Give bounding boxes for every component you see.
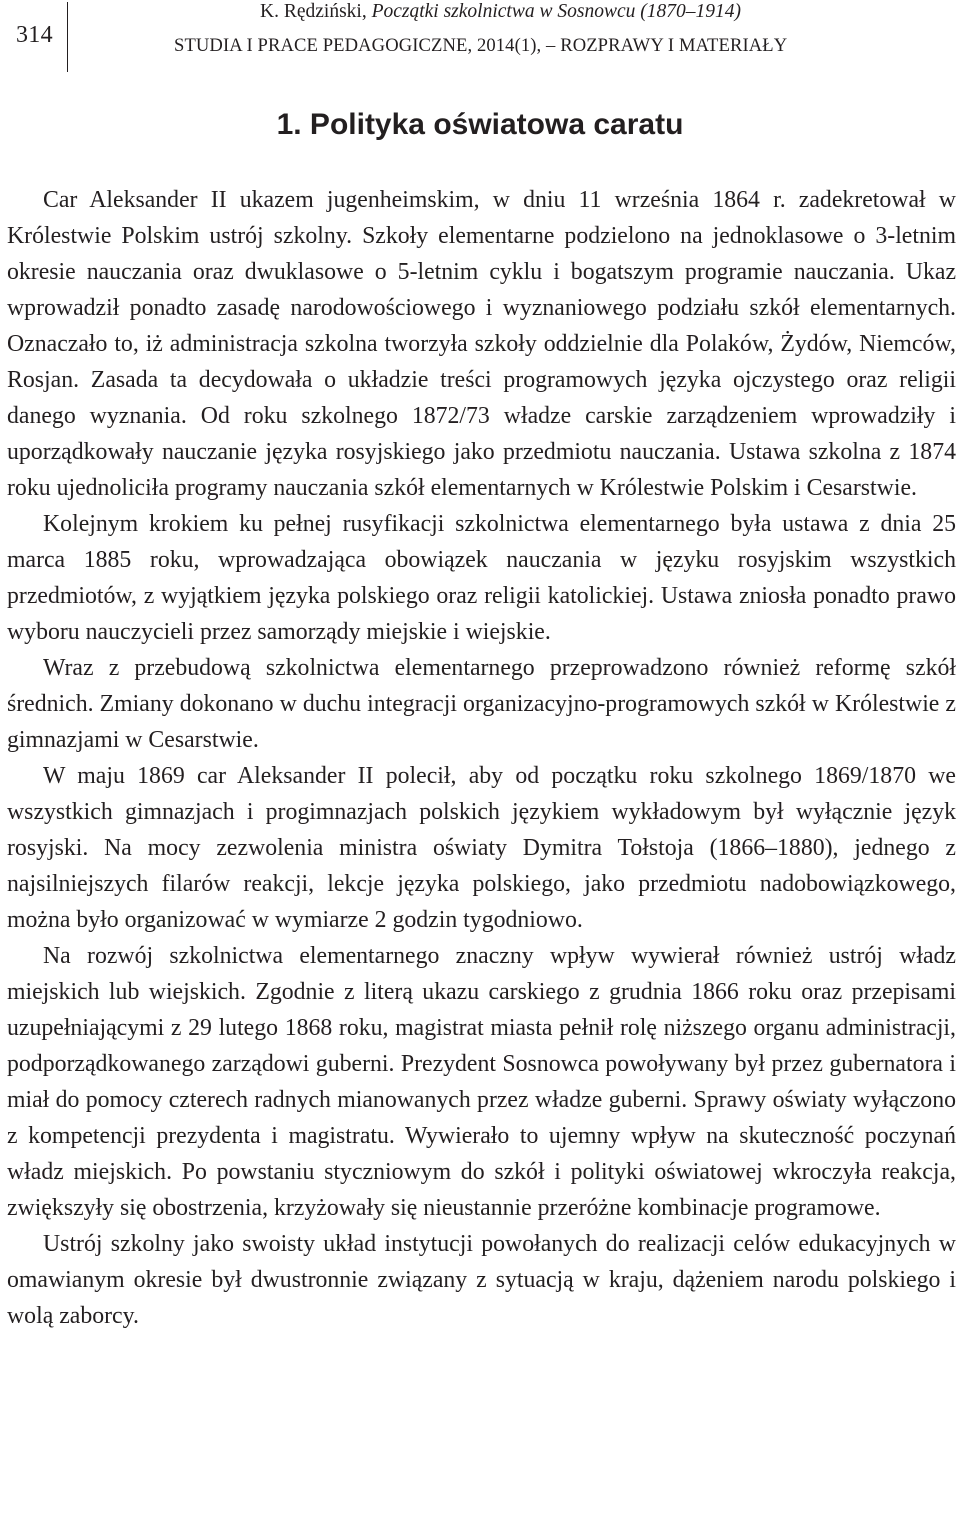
running-head-author: K. Rędziński, [260,1,372,22]
running-head-citation [260,1,741,23]
running-head-journal: STUDIA I PRACE PEDAGOGICZNE, 2014(1), – ROZPRAWY I MATERIAŁY [174,35,788,56]
header-divider [67,2,68,72]
paragraph: Car Aleksander II ukazem jugenheimskim, w dniu 11 września 1864 r. zadekretował w Królestwie Polskim ustrój szkolny. Szkoły elementarne podzielono na jednoklasowe o 3-letnim okresie nauczania oraz dwuklasowe o 5-letnim cyklu i bogatszym programie nauczania. Ukaz wprowadził ponadto zasadę narodowościowego i wyznaniowego podziału szkół elementarnych. Oznaczało to, iż administracja szkolna tworzyła szkoły oddzielnie dla Polaków, Żydów, Niemców, Rosjan. Zasada ta decydowała o układzie treści programowych języka ojczystego oraz religii danego wyznania. Od roku szkolnego 1872/73 władze carskie zarządzeniem wprowadziły i uporządkowały nauczanie języka rosyjskiego jako przedmiotu nauczania. Ustawa szkolna z 1874 roku ujednoliciła programy nauczania szkół elementarnych w Królestwie Polskim i Cesarstwie. [7,187,956,501]
section-title: 1. Polityka oświatowa caratu [276,108,684,141]
running-head-article-title: Początki szkolnictwa w Sosnowcu (1870–1914) [371,1,741,22]
paragraph: Kolejnym krokiem ku pełnej rusyfikacji szkolnictwa elementarnego była ustawa z dnia 25 marca 1885 roku, wprowadzająca obowiązek nauczania w języku rosyjskim wszystkich przedmiotów, z wyjątkiem języka polskiego oraz religii katolickiej. Ustawa zniosła ponadto prawo wyboru nauczycieli przez samorządy miejskie i wiejskie. [7,511,956,645]
body-text [7,182,956,1334]
running-header [0,0,960,80]
paragraph: Wraz z przebudową szkolnictwa elementarnego przeprowadzono również reformę szkół średnich. Zmiany dokonano w duchu integracji organizacyjno-programowych szkół w Królestwie z gimnazjami w Cesarstwie. [7,655,956,753]
paragraph: Ustrój szkolny jako swoisty układ instytucji powołanych do realizacji celów edukacyjnych w omawianym okresie był dwustronnie związany z sytuacją w kraju, dążeniem narodu polskiego i wolą zaborcy. [7,1231,956,1329]
page-number: 314 [16,22,53,48]
paragraph: Na rozwój szkolnictwa elementarnego znaczny wpływ wywierał również ustrój władz miejskich lub wiejskich. Zgodnie z literą ukazu carskiego z grudnia 1866 roku oraz przepisami uzupełniającymi z 29 lutego 1868 roku, magistrat miasta pełnił rolę niższego organu administracji, podporządkowanego zarządowi guberni. Prezydent Sosnowca powoływany był przez gubernatora i miał do pomocy czterech radnych mianowanych przez władze guberni. Sprawy oświaty wyłączono z kompetencji prezydenta i magistratu. Wywierało to ujemny wpływ na skuteczność poczynań władz miejskich. Po powstaniu styczniowym do szkół i polityki oświatowej wkroczyła reakcja, zwiększyły się obostrzenia, krzyżowały się nieustannie przeróżne kombinacje programowe. [7,943,956,1221]
paragraph: W maju 1869 car Aleksander II polecił, aby od początku roku szkolnego 1869/1870 we wszystkich gimnazjach i progimnazjach polskich językiem wykładowym był wyłącznie język rosyjski. Na mocy zezwolenia ministra oświaty Dymitra Tołstoja (1866–1880), jednego z najsilniejszych filarów reakcji, lekcje języka polskiego, jako przedmiotu nadobowiązkowego, można było organizować w wymiarze 2 godzin tygodniowo. [7,763,956,933]
